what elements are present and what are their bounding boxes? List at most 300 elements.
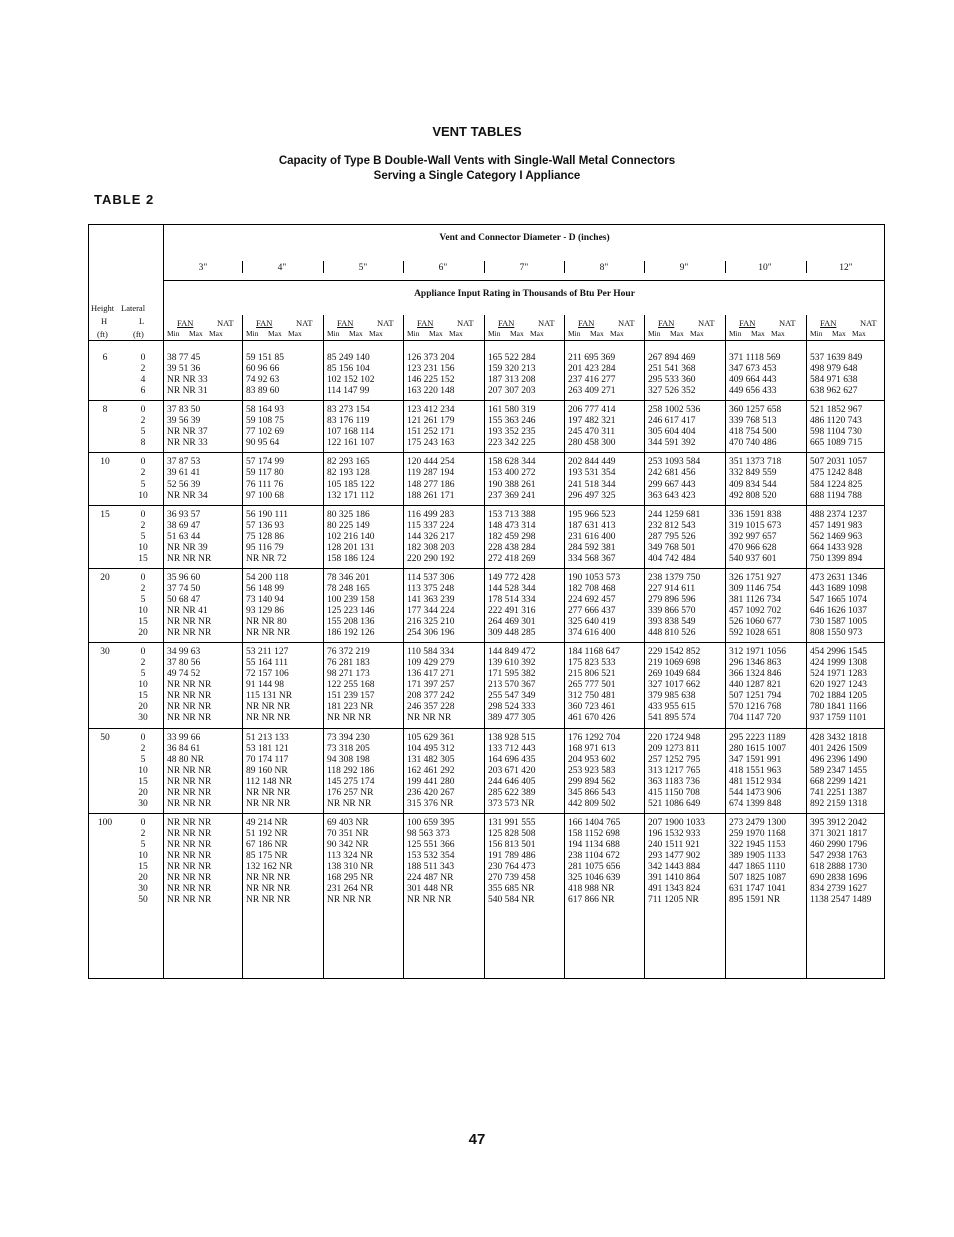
capacity-cell: 85 249 140 (327, 353, 370, 363)
fan-nat-header-2 (337, 318, 401, 328)
capacity-cell: 94 308 198 (327, 755, 370, 765)
capacity-cell: 54 200 118 (246, 573, 289, 583)
capacity-cell: 315 376 NR (407, 799, 454, 809)
capacity-cell: 280 458 300 (568, 438, 616, 448)
capacity-cell: NR NR NR (246, 884, 291, 894)
row-lateral: 10 (138, 766, 148, 776)
capacity-cell: 664 1433 928 (810, 543, 863, 553)
capacity-cell: 363 1183 736 (648, 777, 700, 787)
row-lateral: 10 (138, 491, 148, 501)
column-line-7 (725, 315, 726, 979)
capacity-cell: 199 441 280 (407, 777, 455, 787)
capacity-cell: NR NR NR (246, 713, 291, 723)
capacity-cell: 381 1126 734 (729, 595, 781, 605)
min-label: Min (167, 329, 180, 338)
capacity-cell: 1138 2547 1489 (810, 895, 872, 905)
capacity-cell: 415 1150 708 (648, 788, 700, 798)
capacity-cell: 347 673 453 (729, 364, 777, 374)
capacity-cell: 115 131 NR (246, 691, 293, 701)
capacity-cell: NR NR NR (167, 873, 212, 883)
capacity-cell: 195 966 523 (568, 510, 616, 520)
capacity-cell: NR NR NR (246, 628, 291, 638)
capacity-cell: 82 293 165 (327, 457, 370, 467)
capacity-cell: 82 193 128 (327, 468, 370, 478)
capacity-cell: 57 136 93 (246, 521, 284, 531)
capacity-cell: 547 2938 1763 (810, 851, 867, 861)
capacity-cell: 665 1089 715 (810, 438, 863, 448)
capacity-cell: 231 616 400 (568, 532, 616, 542)
height-unit: (ft) (97, 329, 108, 339)
vent-capacity-table (88, 224, 885, 979)
min-label: Min (810, 329, 823, 338)
capacity-cell: 241 518 344 (568, 480, 616, 490)
capacity-cell: 49 74 52 (167, 669, 201, 679)
capacity-cell: 507 1825 1087 (729, 873, 786, 883)
capacity-cell: NR NR 72 (246, 554, 287, 564)
capacity-cell: 285 622 389 (488, 788, 536, 798)
capacity-cell: 461 670 426 (568, 713, 616, 723)
capacity-cell: 418 754 500 (729, 427, 777, 437)
capacity-cell: 144 849 472 (488, 647, 536, 657)
capacity-cell: NR NR NR (167, 554, 212, 564)
capacity-cell: 80 325 186 (327, 510, 370, 520)
capacity-cell: 702 1884 1205 (810, 691, 867, 701)
capacity-cell: 164 696 435 (488, 755, 536, 765)
row-lateral: 10 (138, 851, 148, 861)
max-label: Max (268, 329, 282, 338)
capacity-cell: NR NR NR (167, 713, 212, 723)
max-label: Max (369, 329, 383, 338)
capacity-cell: 219 1069 698 (648, 658, 701, 668)
capacity-cell: 507 1251 794 (729, 691, 782, 701)
max-label: Max (349, 329, 363, 338)
capacity-cell: 498 979 648 (810, 364, 858, 374)
capacity-cell: 312 1971 1056 (729, 647, 786, 657)
capacity-cell: 892 2159 1318 (810, 799, 867, 809)
capacity-cell: 113 324 NR (327, 851, 374, 861)
capacity-cell: 741 2251 1387 (810, 788, 867, 798)
capacity-cell: 91 144 98 (246, 680, 284, 690)
row-lateral: 15 (138, 554, 148, 564)
capacity-cell: NR NR NR (407, 895, 452, 905)
fan-nat-header-6 (658, 318, 722, 328)
capacity-cell: 215 806 521 (568, 669, 616, 679)
capacity-cell: 562 1469 963 (810, 532, 863, 542)
capacity-cell: 39 51 36 (167, 364, 201, 374)
capacity-cell: 374 616 400 (568, 628, 616, 638)
capacity-cell: 112 148 NR (246, 777, 293, 787)
capacity-cell: 162 461 292 (407, 766, 455, 776)
capacity-cell: 395 3912 2042 (810, 818, 867, 828)
capacity-cell: 222 491 316 (488, 606, 536, 616)
capacity-cell: 334 568 367 (568, 554, 616, 564)
capacity-cell: 442 809 502 (568, 799, 616, 809)
capacity-cell: NR NR NR (407, 713, 452, 723)
capacity-cell: 98 563 373 (407, 829, 450, 839)
capacity-cell: 123 231 156 (407, 364, 455, 374)
capacity-cell: 349 768 501 (648, 543, 696, 553)
capacity-cell: 121 261 179 (407, 416, 455, 426)
capacity-cell: 139 610 392 (488, 658, 536, 668)
capacity-cell: 296 497 325 (568, 491, 616, 501)
capacity-cell: 540 584 NR (488, 895, 535, 905)
capacity-cell: 201 423 284 (568, 364, 616, 374)
diameter-label-5: 8" (599, 263, 609, 273)
capacity-cell: 146 225 152 (407, 375, 455, 385)
capacity-cell: 392 997 657 (729, 532, 777, 542)
capacity-cell: 280 1615 1007 (729, 744, 786, 754)
rating-header: Appliance Input Rating in Thousands of Btu Per Hour (414, 289, 635, 299)
height-symbol: H (101, 316, 108, 326)
capacity-cell: 253 923 583 (568, 766, 616, 776)
page-title: VENT TABLES (432, 124, 522, 139)
nat-label: NAT (538, 318, 555, 328)
max-label: Max (610, 329, 624, 338)
capacity-cell: 203 671 420 (488, 766, 536, 776)
capacity-cell: 72 157 106 (246, 669, 289, 679)
capacity-cell: 116 499 283 (407, 510, 455, 520)
fan-label: FAN (820, 318, 837, 328)
capacity-cell: 366 1324 846 (729, 669, 782, 679)
min-label: Min (327, 329, 340, 338)
capacity-cell: 251 541 368 (648, 364, 696, 374)
nat-label: NAT (217, 318, 234, 328)
row-height-15: 15 (100, 510, 110, 520)
row-lateral: 5 (140, 595, 146, 605)
column-line-8 (806, 315, 807, 979)
capacity-cell: 133 712 443 (488, 744, 536, 754)
capacity-cell: 73 318 205 (327, 744, 370, 754)
capacity-cell: 267 894 469 (648, 353, 696, 363)
capacity-cell: 163 220 148 (407, 386, 455, 396)
capacity-cell: 470 740 486 (729, 438, 777, 448)
capacity-cell: 114 537 306 (407, 573, 455, 583)
row-lateral: 10 (138, 543, 148, 553)
capacity-cell: 272 418 269 (488, 554, 536, 564)
row-height-8: 8 (102, 405, 108, 415)
row-height-20: 20 (100, 573, 110, 583)
capacity-cell: 279 896 596 (648, 595, 696, 605)
capacity-cell: 287 795 526 (648, 532, 696, 542)
capacity-cell: 202 844 449 (568, 457, 616, 467)
row-lateral: 2 (140, 416, 146, 426)
column-line-4 (484, 315, 485, 979)
capacity-cell: 237 416 277 (568, 375, 616, 385)
capacity-cell: 165 522 284 (488, 353, 536, 363)
lateral-header: Lateral (121, 303, 146, 313)
capacity-cell: 592 1028 651 (729, 628, 782, 638)
column-line-2 (323, 315, 324, 979)
capacity-cell: 56 148 99 (246, 584, 284, 594)
max-label: Max (449, 329, 463, 338)
capacity-cell: 166 1404 765 (568, 818, 621, 828)
fan-label: FAN (256, 318, 273, 328)
capacity-cell: 229 1542 852 (648, 647, 701, 657)
capacity-cell: 401 2426 1509 (810, 744, 867, 754)
row-lateral: 0 (140, 353, 146, 363)
capacity-cell: 281 1075 656 (568, 862, 621, 872)
row-lateral: 2 (140, 364, 146, 374)
capacity-cell: 78 248 165 (327, 584, 370, 594)
capacity-cell: 52 56 39 (167, 480, 201, 490)
diameter-label-7: 10" (758, 263, 772, 273)
capacity-cell: 59 108 75 (246, 416, 284, 426)
capacity-cell: NR NR NR (167, 617, 212, 627)
fan-nat-header-3 (417, 318, 481, 328)
max-label: Max (209, 329, 223, 338)
capacity-cell: 750 1399 894 (810, 554, 863, 564)
row-lateral: 15 (138, 777, 148, 787)
capacity-cell: NR NR 37 (167, 427, 208, 437)
row-lateral: 5 (140, 840, 146, 850)
capacity-cell: 33 99 66 (167, 733, 201, 743)
capacity-cell: 345 866 543 (568, 788, 616, 798)
capacity-cell: 638 962 627 (810, 386, 858, 396)
capacity-cell: 153 532 354 (407, 851, 455, 861)
capacity-cell: 223 342 225 (488, 438, 536, 448)
diameter-label-6: 9" (679, 263, 689, 273)
capacity-cell: 151 252 171 (407, 427, 455, 437)
capacity-cell: 155 363 246 (488, 416, 536, 426)
capacity-cell: 207 1900 1033 (648, 818, 705, 828)
capacity-cell: 428 3432 1818 (810, 733, 867, 743)
capacity-cell: 153 713 388 (488, 510, 536, 520)
capacity-cell: 295 533 360 (648, 375, 696, 385)
capacity-cell: 277 666 437 (568, 606, 616, 616)
capacity-cell: 424 1999 1308 (810, 658, 867, 668)
capacity-cell: 457 1092 702 (729, 606, 782, 616)
capacity-cell: 668 2299 1421 (810, 777, 867, 787)
max-label: Max (751, 329, 765, 338)
capacity-cell: 646 1626 1037 (810, 606, 867, 616)
capacity-cell: 526 1060 677 (729, 617, 782, 627)
capacity-cell: 325 640 419 (568, 617, 616, 627)
min-label: Min (648, 329, 661, 338)
capacity-cell: NR NR NR (167, 799, 212, 809)
capacity-cell: 76 281 183 (327, 658, 370, 668)
capacity-cell: 231 264 NR (327, 884, 374, 894)
capacity-cell: 78 346 201 (327, 573, 370, 583)
row-lateral: 5 (140, 755, 146, 765)
capacity-cell: 149 772 428 (488, 573, 536, 583)
group-divider-3 (89, 505, 885, 506)
capacity-cell: 37 80 56 (167, 658, 201, 668)
fan-nat-header-5 (578, 318, 642, 328)
fan-label: FAN (578, 318, 595, 328)
capacity-cell: 119 287 194 (407, 468, 455, 478)
capacity-cell: 191 789 486 (488, 851, 536, 861)
capacity-cell: 128 201 131 (327, 543, 375, 553)
capacity-cell: 175 243 163 (407, 438, 455, 448)
row-lateral: 5 (140, 427, 146, 437)
max-label: Max (690, 329, 704, 338)
max-label: Max (832, 329, 846, 338)
capacity-cell: 254 306 196 (407, 628, 455, 638)
capacity-cell: 37 83 50 (167, 405, 201, 415)
capacity-cell: NR NR NR (167, 851, 212, 861)
capacity-cell: NR NR NR (167, 777, 212, 787)
capacity-cell: 131 482 305 (407, 755, 455, 765)
row-height-100: 100 (97, 818, 113, 828)
subtitle-line-1: Capacity of Type B Double-Wall Vents with Single-Wall Metal Connectors (278, 155, 676, 167)
capacity-cell: 690 2838 1696 (810, 873, 867, 883)
capacity-cell: 238 1104 672 (568, 851, 620, 861)
capacity-cell: NR NR 34 (167, 491, 208, 501)
capacity-cell: 122 161 107 (327, 438, 375, 448)
group-divider-1 (89, 400, 885, 401)
capacity-cell: NR NR NR (167, 884, 212, 894)
capacity-cell: 227 914 611 (648, 584, 696, 594)
capacity-cell: 460 2990 1796 (810, 840, 867, 850)
capacity-cell: NR NR 80 (246, 617, 287, 627)
capacity-cell: 245 470 311 (568, 427, 616, 437)
fan-label: FAN (177, 318, 194, 328)
capacity-cell: NR NR NR (246, 873, 291, 883)
capacity-cell: 371 3021 1817 (810, 829, 867, 839)
capacity-cell: 188 261 171 (407, 491, 455, 501)
capacity-cell: 80 225 149 (327, 521, 370, 531)
capacity-cell: 184 1168 647 (568, 647, 620, 657)
row-lateral: 2 (140, 658, 146, 668)
capacity-cell: 342 1443 884 (648, 862, 701, 872)
capacity-cell: 35 96 60 (167, 573, 201, 583)
group-divider-4 (89, 568, 885, 569)
capacity-cell: 90 95 64 (246, 438, 280, 448)
capacity-cell: 37 87 53 (167, 457, 201, 467)
capacity-cell: 780 1841 1166 (810, 702, 867, 712)
capacity-cell: NR NR 41 (167, 606, 208, 616)
capacity-cell: 449 656 433 (729, 386, 777, 396)
capacity-cell: 36 84 61 (167, 744, 201, 754)
capacity-cell: 521 1852 967 (810, 405, 863, 415)
min-label: Min (407, 329, 420, 338)
capacity-cell: 389 1905 1133 (729, 851, 786, 861)
capacity-cell: 196 1532 933 (648, 829, 701, 839)
capacity-cell: 114 147 99 (327, 386, 370, 396)
min-max-header-2 (327, 329, 403, 338)
capacity-cell: 570 1216 768 (729, 702, 782, 712)
capacity-cell: 488 2374 1237 (810, 510, 867, 520)
capacity-cell: 228 438 284 (488, 543, 536, 553)
capacity-cell: 120 444 254 (407, 457, 455, 467)
fan-nat-header-7 (739, 318, 803, 328)
fan-label: FAN (658, 318, 675, 328)
capacity-cell: 319 1015 673 (729, 521, 782, 531)
min-label: Min (568, 329, 581, 338)
capacity-cell: 491 1343 824 (648, 884, 701, 894)
diameter-label-2: 5" (358, 263, 368, 273)
column-line-3 (403, 315, 404, 979)
capacity-cell: NR NR 33 (167, 438, 208, 448)
capacity-cell: 327 1017 662 (648, 680, 701, 690)
capacity-cell: 51 192 NR (246, 829, 288, 839)
capacity-cell: 77 102 69 (246, 427, 284, 437)
capacity-cell: 182 308 203 (407, 543, 455, 553)
capacity-cell: 257 1252 795 (648, 755, 701, 765)
capacity-cell: 138 928 515 (488, 733, 536, 743)
row-lateral: 4 (140, 375, 146, 385)
capacity-cell: 144 326 217 (407, 532, 455, 542)
capacity-cell: 36 93 57 (167, 510, 201, 520)
capacity-cell: 631 1747 1041 (729, 884, 786, 894)
nat-label: NAT (860, 318, 877, 328)
capacity-cell: 360 723 461 (568, 702, 616, 712)
capacity-cell: 265 777 501 (568, 680, 616, 690)
capacity-cell: 216 325 210 (407, 617, 455, 627)
nat-label: NAT (779, 318, 796, 328)
capacity-cell: 110 584 334 (407, 647, 455, 657)
capacity-cell: 190 388 261 (488, 480, 536, 490)
capacity-cell: 158 1152 698 (568, 829, 620, 839)
diameter-label-3: 6" (438, 263, 448, 273)
max-label: Max (530, 329, 544, 338)
capacity-cell: 242 681 456 (648, 468, 696, 478)
capacity-cell: 404 742 484 (648, 554, 696, 564)
capacity-cell: 132 162 NR (246, 862, 293, 872)
diameter-header: Vent and Connector Diameter - D (inches) (439, 233, 610, 243)
capacity-cell: NR NR NR (167, 895, 212, 905)
capacity-cell: 85 156 104 (327, 364, 370, 374)
fan-nat-header-4 (498, 318, 562, 328)
diameter-label-8: 12" (839, 263, 853, 273)
capacity-cell: 75 128 86 (246, 532, 284, 542)
diameter-label-0: 3" (198, 263, 208, 273)
capacity-cell: 122 255 168 (327, 680, 375, 690)
row-lateral: 6 (140, 386, 146, 396)
max-label: Max (852, 329, 866, 338)
capacity-cell: 440 1287 821 (729, 680, 782, 690)
capacity-cell: NR NR NR (327, 713, 372, 723)
capacity-cell: 246 617 417 (648, 416, 696, 426)
capacity-cell: 131 991 555 (488, 818, 536, 828)
capacity-cell: 70 351 NR (327, 829, 369, 839)
capacity-cell: 90 342 NR (327, 840, 369, 850)
capacity-cell: 496 2396 1490 (810, 755, 867, 765)
capacity-cell: 181 223 NR (327, 702, 374, 712)
capacity-cell: 55 164 111 (246, 658, 289, 668)
capacity-cell: 141 363 239 (407, 595, 455, 605)
capacity-cell: 360 1257 658 (729, 405, 782, 415)
header-bottom-line (89, 340, 885, 341)
capacity-cell: 688 1194 788 (810, 491, 862, 501)
capacity-cell: 299 667 443 (648, 480, 696, 490)
row-lateral: 0 (140, 405, 146, 415)
capacity-cell: NR NR NR (167, 788, 212, 798)
capacity-cell: 309 448 285 (488, 628, 536, 638)
capacity-cell: 834 2739 1627 (810, 884, 867, 894)
capacity-cell: NR NR NR (327, 895, 372, 905)
capacity-cell: 37 74 50 (167, 584, 201, 594)
capacity-cell: 168 295 NR (327, 873, 374, 883)
row-height-30: 30 (100, 647, 110, 657)
capacity-cell: NR NR 31 (167, 386, 208, 396)
capacity-cell: 58 164 93 (246, 405, 284, 415)
capacity-cell: 158 186 124 (327, 554, 375, 564)
capacity-cell: 371 1118 569 (729, 353, 781, 363)
capacity-cell: 313 1217 765 (648, 766, 701, 776)
capacity-cell: 178 514 334 (488, 595, 536, 605)
capacity-cell: 492 808 520 (729, 491, 777, 501)
capacity-cell: 206 777 414 (568, 405, 616, 415)
capacity-cell: NR NR NR (167, 818, 212, 828)
capacity-cell: 473 2631 1346 (810, 573, 867, 583)
capacity-cell: 540 937 601 (729, 554, 777, 564)
capacity-cell: 232 812 543 (648, 521, 696, 531)
capacity-cell: 230 764 473 (488, 862, 536, 872)
capacity-cell: 336 1591 838 (729, 510, 782, 520)
capacity-cell: 182 459 298 (488, 532, 536, 542)
capacity-cell: 194 1134 688 (568, 840, 620, 850)
